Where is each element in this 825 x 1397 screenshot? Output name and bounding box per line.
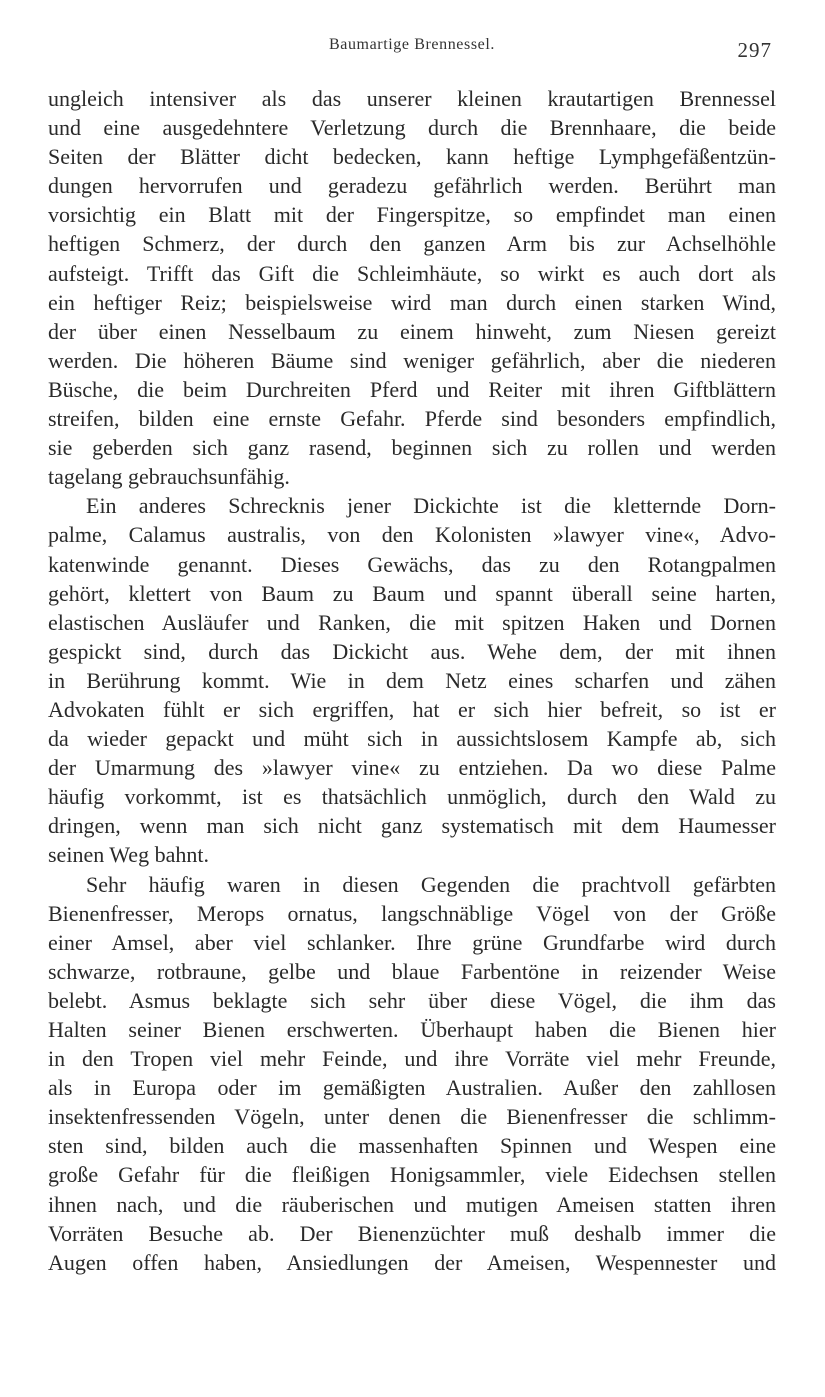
- text-line: große Gefahr für die fleißigen Honigsammler, viele Eidechsen stellen: [48, 1162, 776, 1188]
- text-line: als in Europa oder im gemäßigten Australien. Außer den zahllosen: [48, 1075, 776, 1101]
- text-line: Bienenfresser, Merops ornatus, langschnäblige Vögel von der Größe: [48, 900, 776, 926]
- text-line: schwarze, rotbraune, gelbe und blaue Farbentöne in reizender Weise: [48, 958, 776, 984]
- text-line: Halten seiner Bienen erschwerten. Überhaupt haben die Bienen hier: [48, 1017, 776, 1042]
- text-line: Ein anderes Schrecknis jener Dickichte ist die kletternde Dorn-: [86, 493, 776, 519]
- text-line: Büsche, die beim Durchreiten Pferd und Reiter mit ihren Giftblättern: [48, 376, 776, 402]
- text-line: in Berührung kommt. Wie in dem Netz eines scharfen und zähen: [48, 667, 776, 693]
- text-line: der über einen Nesselbaum zu einem hinweht, zum Niesen gereizt: [48, 318, 776, 344]
- text-line: dungen hervorrufen und geradezu gefährlich werden. Berührt man: [48, 173, 776, 199]
- text-line: häufig vorkommt, ist es thatsächlich unmöglich, durch den Wald zu: [48, 784, 776, 810]
- text-line: Sehr häufig waren in diesen Gegenden die prachtvoll gefärbten: [86, 871, 776, 897]
- text-line: Seiten der Blätter dicht bedecken, kann heftige Lymphgefäßentzün-: [48, 144, 776, 170]
- running-head: [48, 36, 776, 62]
- page-number: 297: [737, 38, 772, 62]
- text-line: ihnen nach, und die räuberischen und mutigen Ameisen statten ihren: [48, 1191, 776, 1217]
- text-line: da wieder gepackt und müht sich in aussichtslosem Kampfe ab, sich: [48, 726, 776, 752]
- text-line: streifen, bilden eine ernste Gefahr. Pferde sind besonders empfindlich,: [48, 406, 776, 432]
- text-line: palme, Calamus australis, von den Kolonisten »lawyer vine«, Advo-: [48, 522, 776, 548]
- text-line: und eine ausgedehntere Verletzung durch die Brennhaare, die beide: [48, 115, 776, 141]
- text-line: seinen Weg bahnt.: [48, 842, 209, 868]
- text-line: vorsichtig ein Blatt mit der Fingerspitze, so empfindet man einen: [48, 202, 776, 228]
- text-line: gehört, klettert von Baum zu Baum und spannt überall seine harten,: [48, 580, 776, 606]
- text-line: sie geberden sich ganz rasend, beginnen sich zu rollen und werden: [48, 435, 776, 461]
- paragraph-3: [48, 870, 776, 1277]
- text-line: in den Tropen viel mehr Feinde, und ihre Vorräte viel mehr Freunde,: [48, 1046, 776, 1072]
- text-line: ein heftiger Reiz; beispielsweise wird man durch einen starken Wind,: [48, 289, 776, 315]
- text-line: elastischen Ausläufer und Ranken, die mit spitzen Haken und Dornen: [48, 609, 776, 635]
- text-line: dringen, wenn man sich nicht ganz systematisch mit dem Haumesser: [48, 813, 776, 839]
- text-line: sten sind, bilden auch die massenhaften Spinnen und Wespen eine: [48, 1133, 776, 1159]
- text-line: Augen offen haben, Ansiedlungen der Ameisen, Wespennester und: [48, 1249, 776, 1275]
- text-line: ungleich intensiver als das unserer kleinen krautartigen Brennessel: [48, 86, 776, 111]
- text-line: werden. Die höheren Bäume sind weniger gefährlich, aber die niederen: [48, 347, 776, 373]
- paragraph-2: [48, 491, 776, 869]
- body-text: [48, 84, 776, 1277]
- text-line: der Umarmung des »lawyer vine« zu entziehen. Da wo diese Palme: [48, 755, 776, 781]
- text-line: tagelang gebrauchsunfähig.: [48, 464, 290, 490]
- text-line: Vorräten Besuche ab. Der Bienenzüchter muß deshalb immer die: [48, 1220, 776, 1246]
- text-line: insektenfressenden Vögeln, unter denen die Bienenfresser die schlimm-: [48, 1104, 776, 1130]
- text-line: katenwinde genannt. Dieses Gewächs, das zu den Rotangpalmen: [48, 551, 776, 577]
- text-line: belebt. Asmus beklagte sich sehr über diese Vögel, die ihm das: [48, 987, 776, 1013]
- running-title: Baumartige Brennessel.: [328, 36, 496, 53]
- text-line: einer Amsel, aber viel schlanker. Ihre grüne Grundfarbe wird durch: [48, 929, 776, 955]
- text-line: Advokaten fühlt er sich ergriffen, hat er sich hier befreit, so ist er: [48, 696, 776, 722]
- text-line: gespickt sind, durch das Dickicht aus. Wehe dem, der mit ihnen: [48, 638, 776, 664]
- text-line: aufsteigt. Trifft das Gift die Schleimhäute, so wirkt es auch dort als: [48, 260, 776, 286]
- text-line: heftigen Schmerz, der durch den ganzen Arm bis zur Achselhöhle: [48, 231, 776, 257]
- paragraph-1: [48, 84, 776, 491]
